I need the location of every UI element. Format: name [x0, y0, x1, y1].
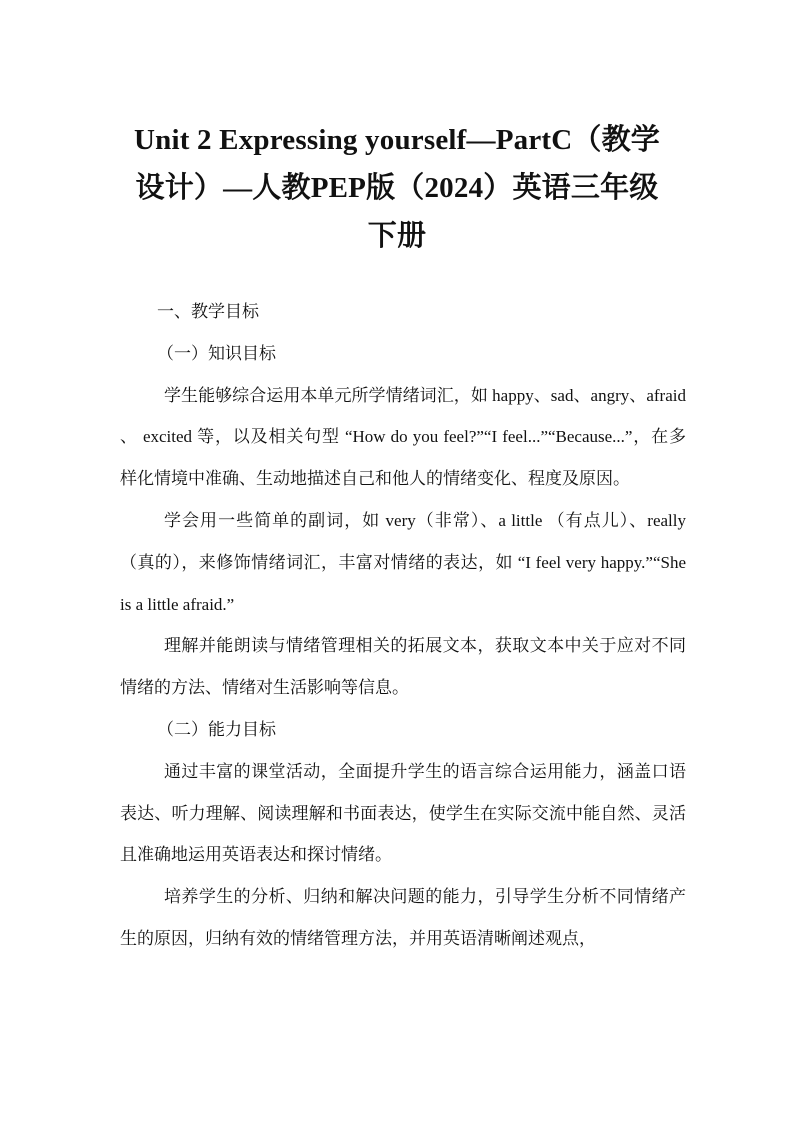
title-line-3: 下册 [367, 220, 427, 252]
document-title [110, 116, 684, 260]
paragraph: 学会用一些简单的副词，如 very（非常）、a little （有点儿）、really（真的），来修饰情绪词汇，丰富对情绪的表达，如 “I feel very happy.”“She is a little afraid.” [120, 510, 686, 614]
subsection-heading-knowledge-goals: （一）知识目标 [157, 343, 276, 363]
subsection-heading-ability-goals: （二）能力目标 [157, 719, 276, 739]
paragraph: 学生能够综合运用本单元所学情绪词汇，如 happy、sad、angry、afraid 、 excited 等，以及相关句型 “How do you feel?”“I feel...”“Because...”，在多样化情境中准确、生动地描述自己和他人的情绪变化、程度及原因。 [120, 385, 686, 489]
title-line-1: Unit 2 Expressing yourself—PartC（教学 [133, 124, 661, 156]
paragraph: 培养学生的分析、归纳和解决问题的能力，引导学生分析不同情绪产生的原因，归纳有效的情绪管理方法，并用英语清晰阐述观点， [120, 887, 686, 948]
document-body [120, 291, 686, 960]
title-line-2: 设计）—人教PEP版（2024）英语三年级 [135, 172, 659, 204]
paragraph: 通过丰富的课堂活动，全面提升学生的语言综合运用能力，涵盖口语表达、听力理解、阅读理解和书面表达，使学生在实际交流中能自然、灵活且准确地运用英语表达和探讨情绪。 [120, 761, 686, 865]
section-heading-teaching-goals: 一、教学目标 [157, 302, 259, 321]
paragraph: 理解并能朗读与情绪管理相关的拓展文本，获取文本中关于应对不同情绪的方法、情绪对生活影响等信息。 [120, 636, 686, 698]
